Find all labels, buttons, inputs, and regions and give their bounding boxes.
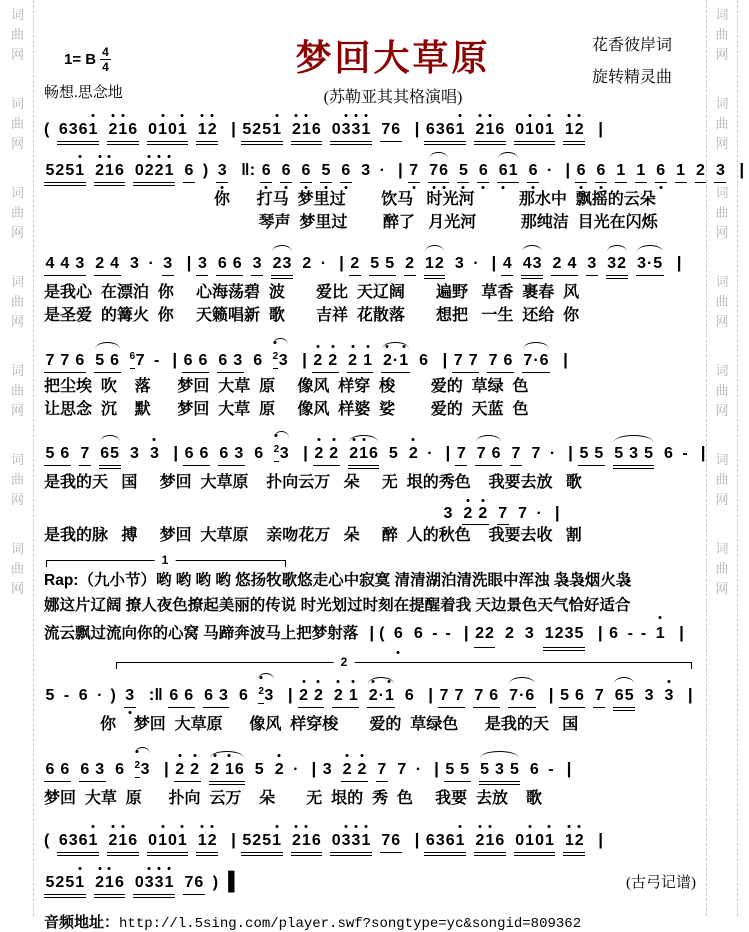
rap-line-3 (44, 619, 696, 651)
lyricist-credit: 花香彼岸词 (592, 37, 673, 54)
key-signature (64, 46, 194, 73)
volta-number: 2 (334, 655, 355, 669)
lyrics-line: 琴声 梦里过 醉了 月光河 那纯洁 目光在闪烁 (214, 213, 658, 231)
lyrics-line: 你 梦回 大草原 像风 样穿梭 爱的 草绿色 是我的天 国 (100, 716, 579, 734)
tempo-marking: 畅想.思念地 (44, 85, 123, 101)
transcriber-credit: (古弓记谱) (626, 874, 696, 891)
composer-credit: 旋转精灵曲 (592, 69, 673, 86)
lyrics-line: 是我的脉 搏 梦回 大草原 亲吻花万 朵 醉 人的秋色 我要去收 割 (44, 527, 582, 545)
music-line-outro-2: 5251 216 0331 76 ) ▌ (44, 859, 249, 898)
music-line-verse-a: 4 4 3 2 4 3 · 3 | 3 6 6 3 23 2 · | 2 5 5 2 12 3 · | 4 43 2 4 3 32 3·5 | (44, 241, 696, 279)
lyrics-line: 让思念 沉 默 梦回 大草 原 像风 样婆 娑 爱的 天蓝 色 (44, 400, 529, 418)
volta-bracket-1 (44, 552, 696, 568)
lyrics-line: 把尘埃 吹 落 梦回 大草 原 像风 样穿 梭 爱的 草绿 色 (44, 377, 529, 395)
key-label: 1= B (64, 51, 97, 68)
rap-line-3-text: 流云飘过流向你的心窝 马蹄奔波马上把梦射落 (44, 624, 359, 642)
music-line-intro-1: ( 6361 216 0101 12 | 5251 216 0331 76 | 6361 216 0101 12 | (44, 107, 696, 145)
audio-url: http://l.5sing.com/player.swf?songtype=yc&songid=809362 (119, 915, 582, 932)
lyrics-line: 是我心 在漂泊 你 心海荡碧 波 爱比 天辽阔 遍野 草香 裹春 风 (44, 284, 580, 302)
music-line-verse-b: 7 7 6 5 6 67 - | 6 6 6 3 6 23 | 2 2 2 1 2·1 6 | 7 7 7 6 7·6 | (44, 335, 696, 373)
music-line-second-ending: 5 - 6 · ) 3 :‖ 6 6 6 3 6 23 | 2 2 2 1 2·1 6 | 7 7 7 6 7·6 | 5 6 7 65 3 3 | (44, 670, 696, 711)
volta-bracket-line (116, 662, 692, 669)
audio-footer (44, 911, 696, 932)
rap-line-2: 娜这片辽阔 撩人夜色撩起美丽的传说 时光划过时刻在提醒着我 天边景色天气恰好适合 (44, 597, 631, 615)
lyrics-line: 你 打马 梦里过 饮马 时光河 那水中 飘摇的云朵 (214, 191, 656, 208)
header-credits (592, 30, 696, 94)
volta-number: 1 (155, 553, 176, 567)
lyrics-line: 是我的天 国 梦回 大草原 扑向云万 朵 无 垠的秀色 我要去放 歌 (44, 474, 582, 492)
watermark-column-right (706, 0, 738, 916)
rap-line-3-notes: | ( 6 6 - - | 22 2 3 1235 | 6 - - 1 | (364, 619, 689, 651)
watermark-text: 词 曲 网 词 曲 网 词 曲 网 词 曲 网 词 曲 网 词 曲 网 词 曲 网 (715, 7, 729, 596)
header-center (194, 30, 592, 107)
song-title: 梦回大草原 (295, 38, 491, 78)
rap-line-1: Rap:（九小节）哟 哟 哟 哟 悠扬牧歌悠走心中寂寞 清清湖泊清洗眼中浑浊 袅袅烟火袅 (44, 571, 632, 589)
music-line-chorus-alt-fragment: 3 2 2 7 7 · | (442, 495, 696, 525)
outro-row (44, 859, 696, 901)
music-line-intro-2: 5251 216 0221 6 ) 3 ‖: 6 6 6 5 6 3 · | 7 76 5 6 61 6 · | 6 6 1 1 6 1 2 3 | (44, 148, 696, 186)
lyrics-line: 梦回 大草 原 扑向 云万 朵 无 垠的 秀 色 我要 去放 歌 (44, 789, 542, 807)
music-line-chorus: 5 6 7 65 3 3 | 6 6 6 3 6 23 | 2 2 216 5 2 · | 7 7 6 7 7 · | 5 5 5 3 5 6 - | (44, 428, 696, 469)
sheet-header (44, 30, 696, 107)
volta-bracket-2 (44, 657, 696, 670)
music-line-chorus-repeat: 6 6 6 3 6 23 | 2 2 2 16 5 2 · | 3 2 2 7 7 · | 5 5 5 3 5 6 - | (44, 744, 696, 785)
lyrics-line: 是圣爱 的篝火 你 天籁唱新 歌 吉祥 花散落 想把 一生 还给 你 (44, 307, 580, 325)
audio-address-label: 音频地址： (44, 913, 120, 931)
header-left (44, 30, 194, 102)
music-line-outro-1: ( 6361 216 0101 12 | 5251 216 0331 76 | 6361 216 0101 12 | (44, 818, 696, 856)
performer-subtitle: (苏勒亚其其格演唱) (323, 89, 463, 106)
time-signature: $\frac{4}{4}$ (102, 45, 109, 74)
watermark-text: 词 曲 网 词 曲 网 词 曲 网 词 曲 网 词 曲 网 词 曲 网 词 曲 网 (10, 7, 24, 596)
watermark-column-left (2, 0, 34, 916)
